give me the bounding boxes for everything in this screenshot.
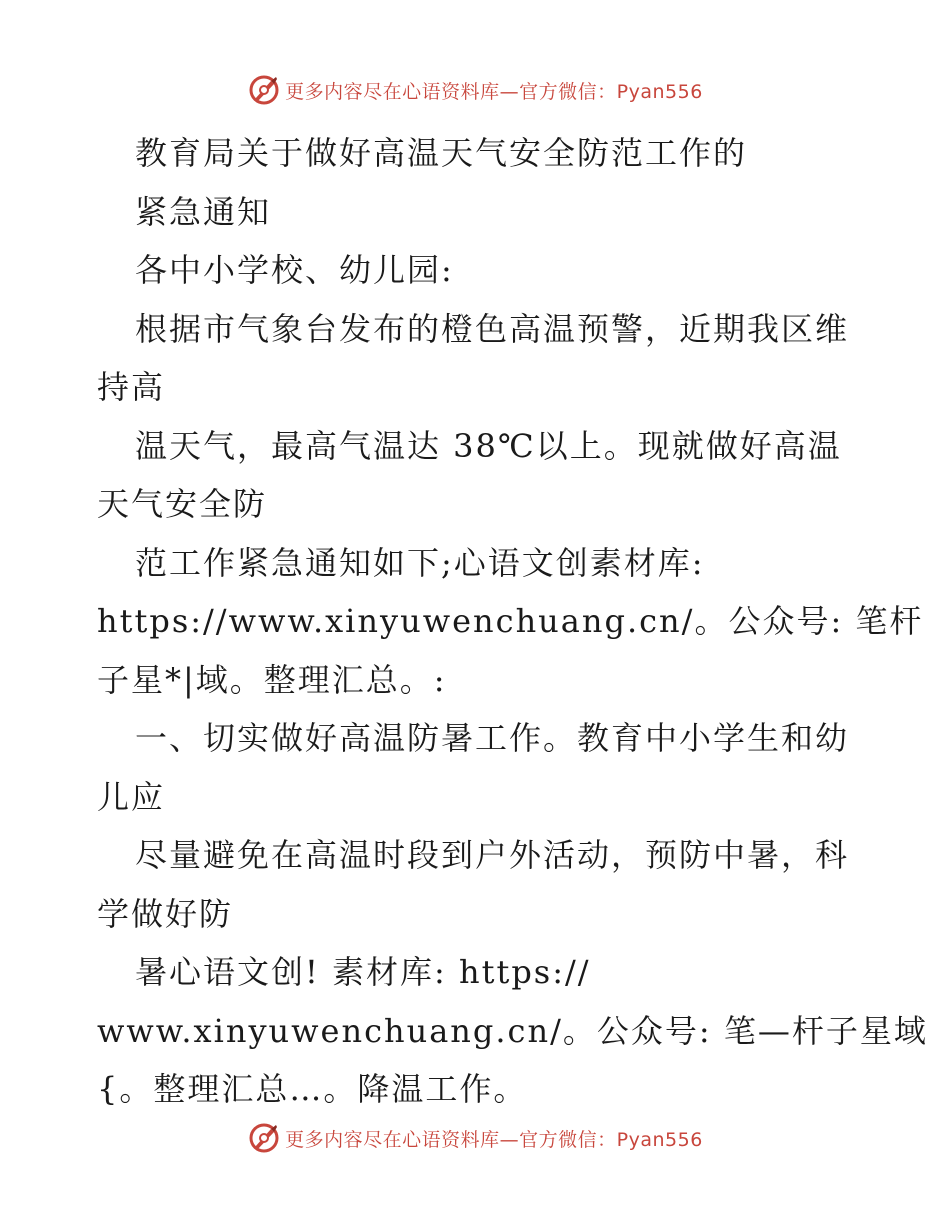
paragraph-line: 学做好防 xyxy=(97,894,234,933)
paragraph-line: 温天气，最高气温达 38℃以上。现就做好高温 xyxy=(135,426,842,465)
paragraph-line: 天气安全防 xyxy=(97,485,268,523)
paragraph-line: {。整理汇总…。降温工作。 xyxy=(97,1070,528,1108)
paragraph-line: 儿应 xyxy=(97,777,166,816)
paragraph-line: 范工作紧急通知如下;心语文创素材库: xyxy=(135,543,705,582)
paragraph-line: 暑心语文创! 素材库: https:// xyxy=(135,953,591,991)
paragraph-line: 持高 xyxy=(97,368,166,406)
banner-text: 更多内容尽在心语资料库—官方微信：Pyan556 xyxy=(285,80,703,103)
quill-pen-icon xyxy=(247,1121,281,1155)
document-title-line-2: 紧急通知 xyxy=(135,192,272,231)
paragraph-line-url: https://www.xinyuwenchuang.cn/。公众号: 笔杆 xyxy=(97,602,924,640)
document-title-line-1: 教育局关于做好高温天气安全防范工作的 xyxy=(135,134,748,172)
paragraph-line: 根据市气象台发布的橙色高温预警，近期我区维 xyxy=(135,309,850,348)
salutation: 各中小学校、幼儿园: xyxy=(135,251,454,289)
quill-pen-icon xyxy=(247,73,281,107)
footer-watermark-banner xyxy=(0,1118,950,1158)
paragraph-line: 子星*|域。整理汇总。: xyxy=(97,660,447,699)
document-body xyxy=(97,124,928,1119)
section-one-heading: 一、切实做好高温防暑工作。教育中小学生和幼 xyxy=(135,719,850,757)
header-watermark-banner xyxy=(0,70,950,110)
paragraph-line-url: www.xinyuwenchuang.cn/。公众号: 笔—杆子星域 xyxy=(97,1011,928,1050)
banner-text: 更多内容尽在心语资料库—官方微信：Pyan556 xyxy=(285,1128,703,1151)
paragraph-line: 尽量避免在高温时段到户外活动，预防中暑，科 xyxy=(135,836,850,874)
